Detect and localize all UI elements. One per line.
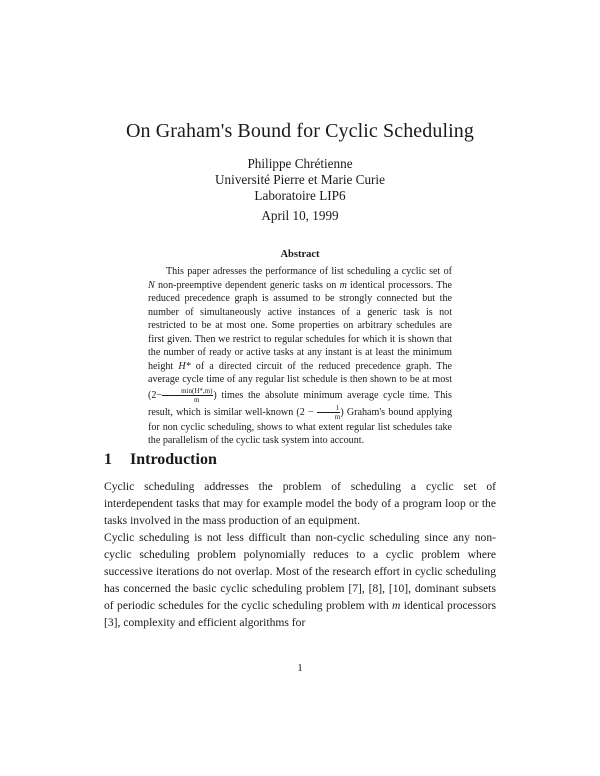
fraction-numerator: min(H*,m) xyxy=(162,387,213,396)
abstract-text-1: This paper adresses the performance of list scheduling a cyclic set of xyxy=(166,266,452,277)
author-name: Philippe Chrétienne xyxy=(247,156,353,171)
section-body xyxy=(104,478,496,631)
abstract-text-2: non-preemptive dependent generic tasks on xyxy=(154,279,340,291)
abstract-paragraph xyxy=(148,265,452,448)
abstract-text-5: ) times the absolute minimum average cycle time. This result, which is similar well-known (2 − xyxy=(148,389,452,418)
body-var-m: m xyxy=(392,599,401,612)
abstract-text-3: identical processors. The reduced precedence graph is assumed to be strongly connected but the number of simultaneously active instances of a generic task is not restricted to be at most one. Some properties on arbitrary schedules are first given. Then we restrict to regular schedules for which it is shown that the number of ready or active tasks at any instant is at least the minimum height xyxy=(148,279,452,372)
fraction-denominator: m xyxy=(194,395,200,404)
author-block xyxy=(0,156,600,204)
fraction-one-over-m xyxy=(317,404,341,421)
section-heading xyxy=(104,451,217,469)
paper-title: On Graham's Bound for Cyclic Scheduling xyxy=(125,120,474,142)
abstract-var-h: H* xyxy=(178,360,191,372)
abstract-text-4: of a directed circuit of the reduced precedence graph. The average cycle time of any regular list schedule is then shown to be at most (2− xyxy=(148,360,452,401)
abstract-var-n: N xyxy=(148,279,155,291)
section-title: Introduction xyxy=(130,451,217,468)
abstract-body xyxy=(148,265,452,448)
page-number: 1 xyxy=(297,662,303,674)
fraction-min-h-m xyxy=(162,387,213,404)
section-number: 1 xyxy=(104,451,112,468)
fraction-numerator: 1 xyxy=(317,404,341,413)
body-text-2b: identical processors [3], complexity and efficient algorithms for xyxy=(104,599,496,629)
body-text-2a: Cyclic scheduling is not less difficult than non-cyclic scheduling since any non-cyclic scheduling problem polynomially reduces to a cyclic problem where successive iterations do not overlap. Most of the research effort in cyclic scheduling has concerned the basic cyclic scheduling problem [7], [8], [10], dominant subsets of periodic schedules for the cyclic scheduling problem with xyxy=(104,531,496,612)
author-affiliation: Université Pierre et Marie Curie xyxy=(215,172,385,187)
abstract-var-m: m xyxy=(339,279,347,291)
body-paragraph-1: Cyclic scheduling addresses the problem of scheduling a cyclic set of interdependent tasks that may for example model the body of a program loop or the tasks involved in the mass production of an equipment. xyxy=(104,480,496,527)
body-paragraph-2 xyxy=(104,529,496,631)
fraction-denominator: m xyxy=(334,412,341,421)
author-lab: Laboratoire LIP6 xyxy=(254,188,346,203)
abstract-heading: Abstract xyxy=(280,249,320,260)
paper-date: April 10, 1999 xyxy=(261,208,339,223)
abstract-text-6: ) Graham's bound applying for non cyclic scheduling, shows to what extent regular list schedules take the parallelism of the cyclic task system into account. xyxy=(148,406,452,446)
